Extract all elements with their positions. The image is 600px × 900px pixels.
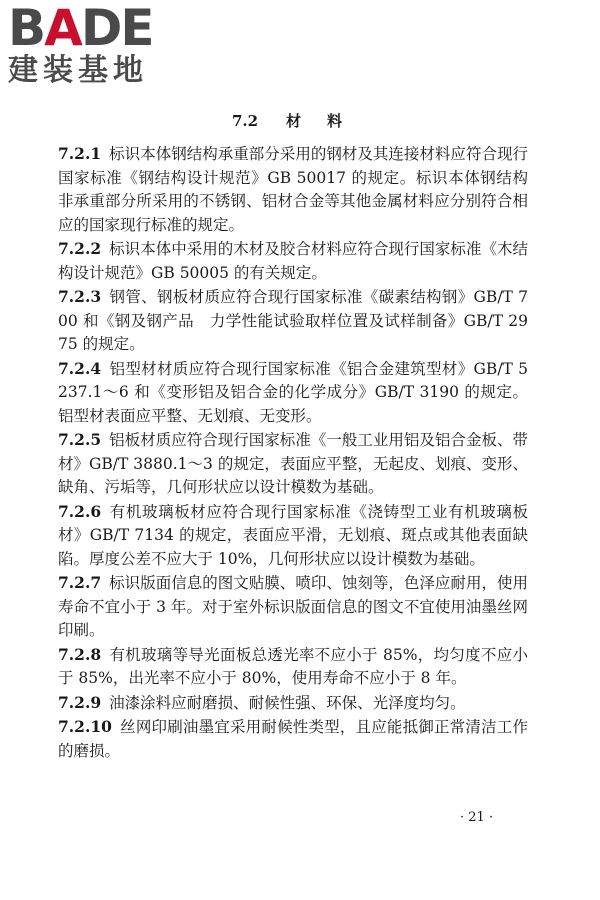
clause-7-2-1 bbox=[58, 142, 528, 237]
clause-text: 铝板材质应符合现行国家标准《一般工业用铝及铝合金板、带材》GB/T 3880.1～3 的规定，表面应平整，无起皮、划痕、变形、缺角、污垢等，几何形状应以设计模数为基础。 bbox=[58, 431, 528, 496]
section-number: 7.2 bbox=[231, 112, 259, 130]
clause-number: 7.2.9 bbox=[58, 692, 102, 712]
clause-text: 丝网印刷油墨宜采用耐候性类型，且应能抵御正常清洁工作的磨损。 bbox=[58, 718, 528, 760]
clause-text: 铝型材材质应符合现行国家标准《铝合金建筑型材》GB/T 5237.1～6 和《变形铝及铝合金的化学成分》GB/T 3190 的规定。铝型材表面应平整、无划痕、无变形。 bbox=[58, 359, 528, 425]
clause-7-2-4 bbox=[58, 357, 528, 429]
clause-number: 7.2.2 bbox=[58, 239, 102, 258]
clause-7-2-9 bbox=[58, 691, 528, 716]
clause-7-2-6 bbox=[58, 500, 528, 572]
clause-number: 7.2.6 bbox=[58, 501, 102, 521]
clause-7-2-5 bbox=[58, 428, 528, 500]
clause-list bbox=[58, 142, 528, 763]
clause-text: 标识版面信息的图文贴膜、喷印、蚀刻等，色泽应耐用，使用寿命不宜小于 3 年。对于室外标识版面信息的图文不宜使用油墨丝网印刷。 bbox=[58, 574, 528, 639]
logo-subtitle: 建装基地 bbox=[8, 53, 148, 88]
clause-number: 7.2.1 bbox=[58, 144, 102, 163]
clause-number: 7.2.7 bbox=[58, 573, 102, 592]
clause-text: 有机玻璃等导光面板总透光率不应小于 85%，均匀度不应小于 85%，出光率不应小于 80%，使用寿命不应小于 8 年。 bbox=[58, 645, 528, 687]
section-heading: 材料 bbox=[286, 112, 369, 130]
clause-number: 7.2.10 bbox=[58, 717, 112, 736]
clause-7-2-3 bbox=[58, 285, 528, 357]
clause-number: 7.2.8 bbox=[58, 644, 102, 664]
clause-number: 7.2.4 bbox=[58, 358, 102, 378]
clause-7-2-8 bbox=[58, 643, 528, 691]
clause-7-2-7 bbox=[58, 571, 528, 643]
page-number: · 21 · bbox=[460, 810, 494, 825]
clause-number: 7.2.5 bbox=[58, 430, 102, 449]
clause-text: 标识本体钢结构承重部分采用的钢材及其连接材料应符合现行国家标准《钢结构设计规范》GB 50017 的规定。标识本体钢结构非承重部分所采用的不锈钢、铝材合金等其他金属材料应分别符合相应的国家现行标准的规定。 bbox=[58, 145, 528, 234]
clause-text: 油漆涂料应耐磨损、耐候性强、环保、光泽度均匀。 bbox=[109, 693, 466, 712]
logo-wordmark: BADE bbox=[8, 0, 153, 57]
clause-text: 钢管、钢板材质应符合现行国家标准《碳素结构钢》GB/T 700 和《钢及钢产品 力学性能试验取样位置及试样制备》GB/T 2975 的规定。 bbox=[58, 288, 528, 353]
clause-7-2-2 bbox=[58, 237, 528, 285]
section-title bbox=[0, 110, 600, 131]
clause-number: 7.2.3 bbox=[58, 287, 102, 306]
clause-text: 有机玻璃板材应符合现行国家标准《浇铸型工业有机玻璃板材》GB/T 7134 的规定，表面应平滑，无划痕、斑点或其他表面缺陷。厚度公差不应大于 10%，几何形状应以设计模数为基础。 bbox=[58, 502, 528, 568]
clause-7-2-10 bbox=[58, 715, 528, 763]
clause-text: 标识本体中采用的木材及胶合材料应符合现行国家标准《木结构设计规范》GB 50005 的有关规定。 bbox=[58, 240, 528, 282]
brand-logo bbox=[8, 0, 178, 88]
